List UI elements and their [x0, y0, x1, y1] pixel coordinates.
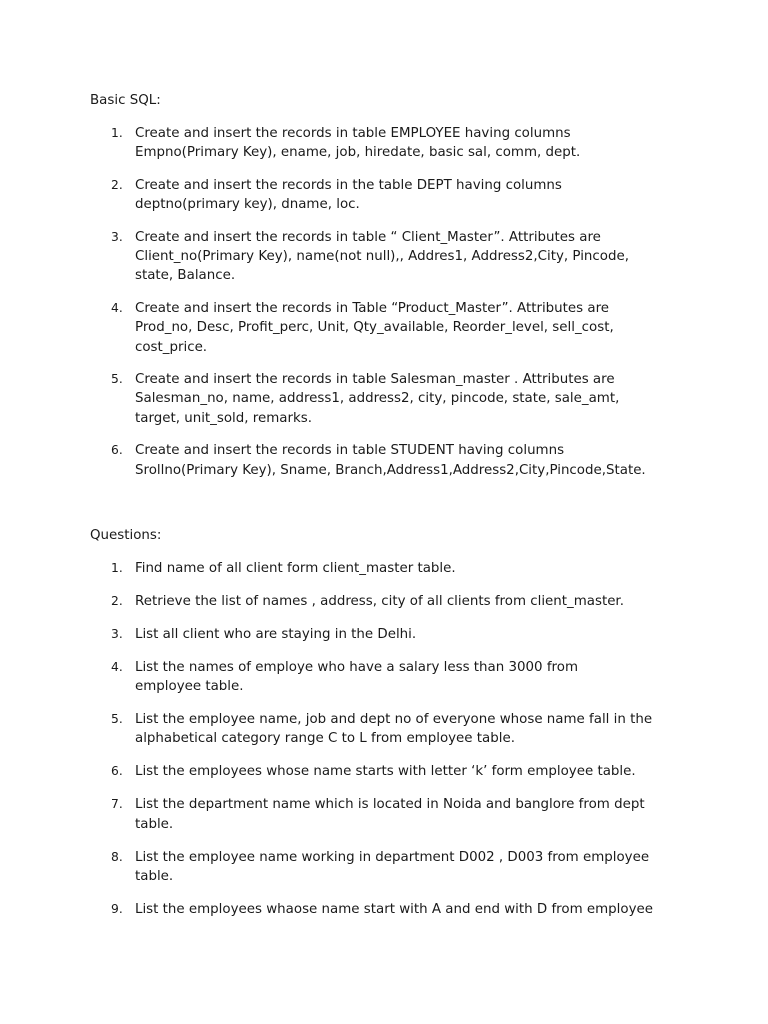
list-item-line: table.	[135, 868, 174, 884]
list-item-number: 7.	[111, 797, 123, 812]
list-item-line: Client_no(Primary Key), name(not null),, Addres1, Address2,City, Pincode,	[135, 249, 629, 265]
list-item-line: alphabetical category range C to L from employee table.	[135, 731, 515, 747]
list-item-line: Retrieve the list of names , address, city of all clients from client_master.	[135, 593, 624, 609]
list-item-line: cost_price.	[135, 339, 208, 355]
list-item-number: 1.	[111, 126, 123, 140]
list-item	[0, 848, 768, 887]
list-item	[0, 710, 768, 749]
basic-sql-list	[0, 124, 768, 493]
list-item	[0, 228, 768, 286]
list-item-line: List the employee name, job and dept no of everyone whose name fall in the	[135, 712, 653, 728]
list-item	[0, 900, 768, 919]
list-item-line: List the employees whose name starts with letter ‘k’ form employee table.	[135, 764, 636, 780]
list-item-number: 9.	[111, 901, 123, 916]
list-item	[0, 559, 768, 578]
list-item-line: Srollno(Primary Key), Sname, Branch,Address1,Address2,City,Pincode,State.	[135, 462, 646, 478]
list-item-number: 5.	[111, 712, 123, 727]
list-item-line: Create and insert the records in table Salesman_master . Attributes are	[135, 372, 615, 388]
questions-heading: Questions:	[90, 528, 162, 543]
basic-sql-heading: Basic SQL:	[90, 93, 161, 108]
list-item	[0, 762, 768, 781]
list-item-line: Empno(Primary Key), ename, job, hiredate, basic sal, comm, dept.	[135, 145, 581, 161]
list-item-number: 6.	[111, 764, 123, 779]
questions-list	[0, 559, 768, 933]
list-item-line: Prod_no, Desc, Profit_perc, Unit, Qty_available, Reorder_level, sell_cost,	[135, 320, 614, 336]
list-item-line: List the employee name working in department D002 , D003 from employee	[135, 849, 650, 865]
list-item-number: 4.	[111, 300, 123, 315]
list-item	[0, 370, 768, 428]
list-item	[0, 592, 768, 611]
list-item-line: deptno(primary key), dname, loc.	[135, 197, 360, 213]
list-item-number: 8.	[111, 849, 123, 864]
list-item	[0, 299, 768, 357]
list-item-line: Create and insert the records in the table DEPT having columns	[135, 177, 562, 193]
list-item-number: 6.	[111, 443, 123, 458]
list-item-line: List all client who are staying in the Delhi.	[135, 626, 417, 642]
list-item-line: Find name of all client form client_master table.	[135, 561, 456, 576]
list-item-line: List the names of employe who have a salary less than 3000 from	[135, 659, 578, 675]
list-item-line: Create and insert the records in table STUDENT having columns	[135, 443, 565, 459]
list-item	[0, 176, 768, 215]
list-item	[0, 441, 768, 480]
list-item-number: 3.	[111, 626, 123, 641]
list-item-number: 2.	[111, 593, 123, 608]
list-item-line: Create and insert the records in table “ Client_Master”. Attributes are	[135, 229, 601, 245]
list-item-number: 3.	[111, 229, 123, 244]
list-item	[0, 124, 768, 163]
list-item-line: target, unit_sold, remarks.	[135, 410, 312, 426]
list-item-line: table.	[135, 816, 174, 832]
list-item-line: List the department name which is located in Noida and banglore from dept	[135, 797, 645, 813]
list-item	[0, 625, 768, 644]
list-item	[0, 795, 768, 834]
list-item-line: state, Balance.	[135, 268, 236, 284]
list-item-line: Salesman_no, name, address1, address2, city, pincode, state, sale_amt,	[135, 391, 620, 407]
list-item-line: Create and insert the records in table EMPLOYEE having columns	[135, 126, 571, 141]
list-item-line: List the employees whaose name start with A and end with D from employee	[135, 901, 653, 917]
list-item-number: 4.	[111, 659, 123, 674]
list-item-line: Create and insert the records in Table “Product_Master”. Attributes are	[135, 300, 610, 316]
list-item-number: 2.	[111, 177, 123, 192]
list-item-number: 1.	[111, 561, 123, 575]
list-item-number: 5.	[111, 372, 123, 387]
list-item-line: employee table.	[135, 679, 244, 695]
list-item	[0, 658, 768, 697]
